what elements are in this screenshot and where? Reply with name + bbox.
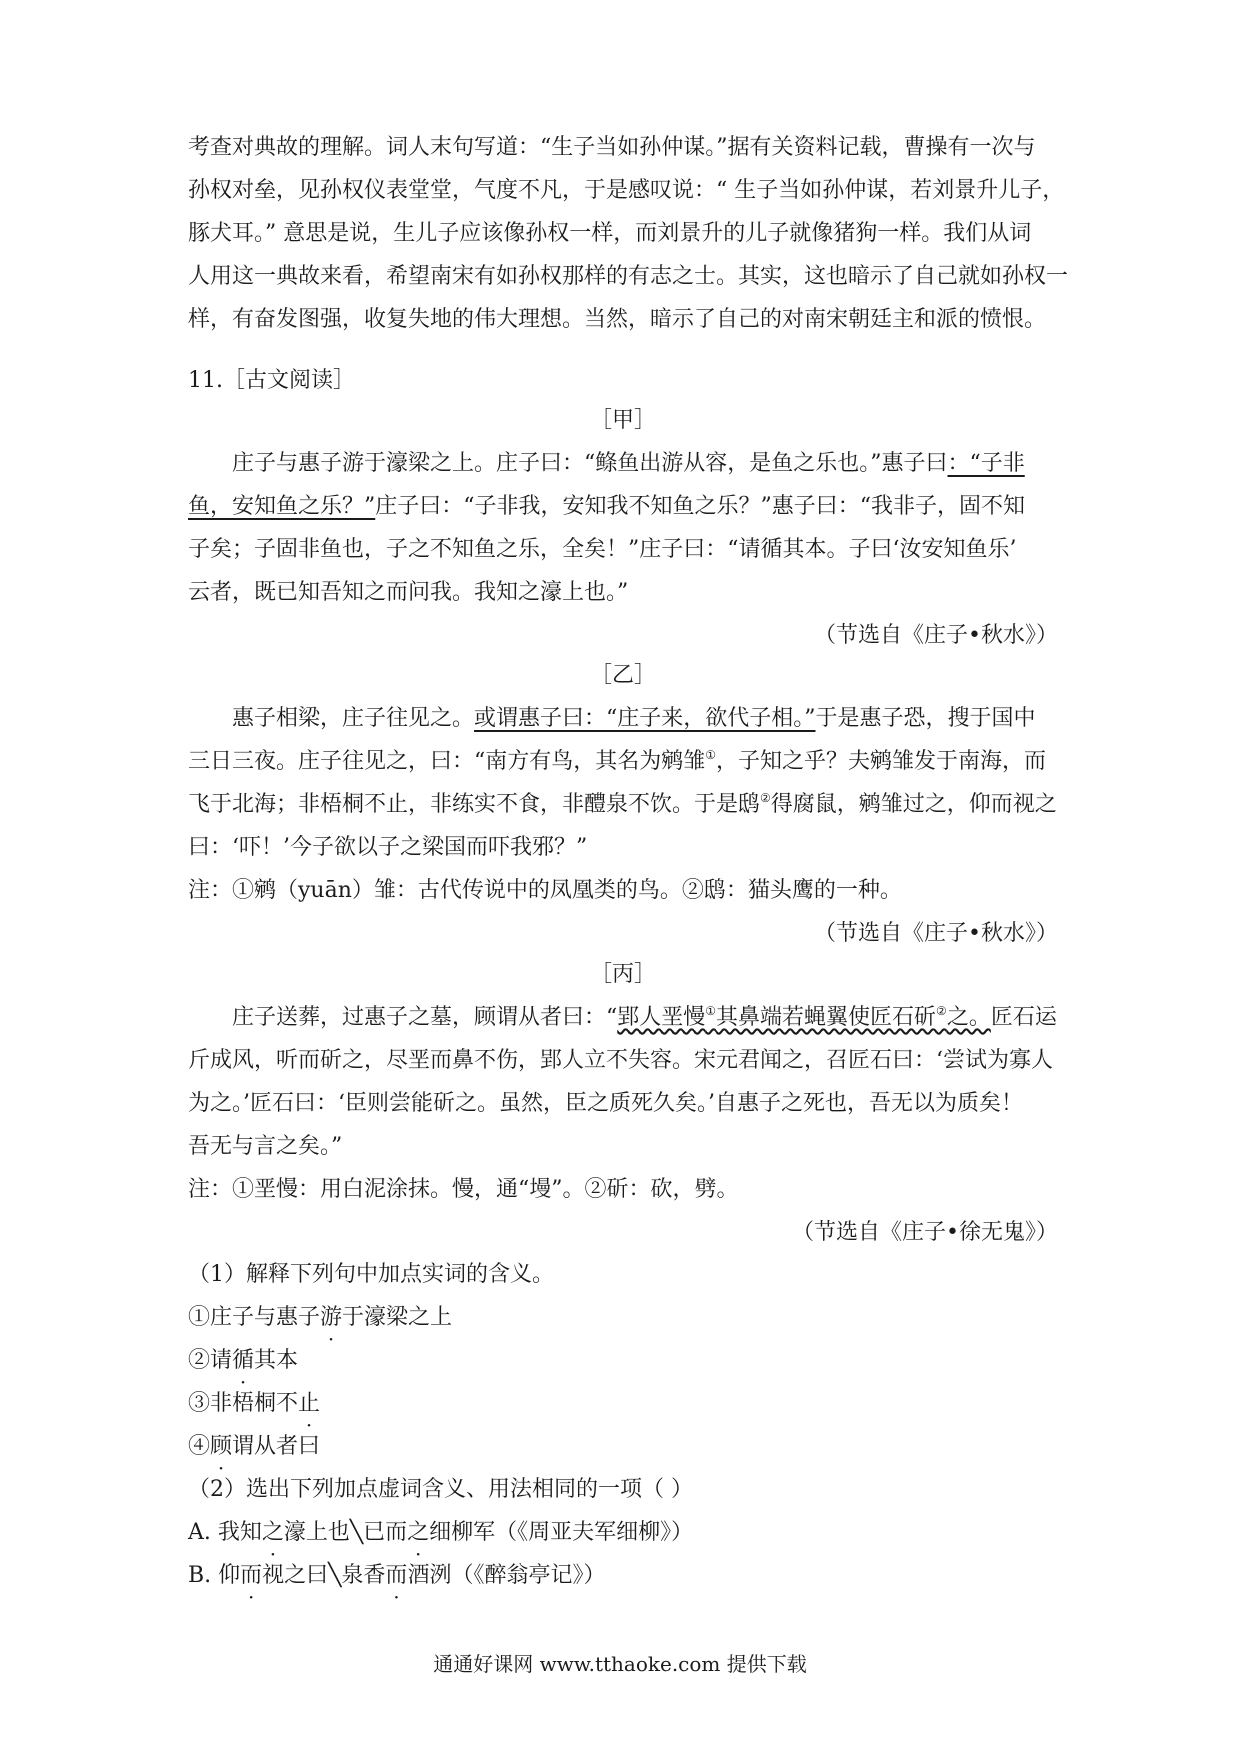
text-span: 其鼻端若蝇翼使匠石斫 <box>716 1005 937 1030</box>
footnote-marker: ② <box>760 791 771 805</box>
footnote-marker: ① <box>705 1004 717 1018</box>
text-span: 三日三夜。庄子往见之，曰：“南方有鸟，其名为鹓雏 <box>188 749 706 774</box>
text-span: 庄子曰：“子非我，安知我不知鱼之乐？”惠子曰：“我非子，固不知 <box>375 494 1025 519</box>
passage-label: ［甲］ <box>589 408 656 433</box>
dotted-word: 游 <box>320 1305 343 1330</box>
item-2 <box>188 1339 1058 1382</box>
footnote-marker: ① <box>705 748 717 762</box>
question-header <box>188 360 1058 402</box>
text-span: ①庄子与惠子 <box>188 1305 321 1330</box>
dotted-word: 而 <box>385 1563 408 1588</box>
dotted-word: 之 <box>261 1520 284 1545</box>
option-a <box>188 1511 1058 1554</box>
subquestion-title: （1）解释下列句中加点实词的含义。 <box>188 1262 554 1287</box>
text-line: 斤成风，听而斫之，尽垩而鼻不伤，郢人立不失容。宋元君闻之，召匠石曰：‘尝试为寡人 <box>188 1048 1053 1073</box>
text-span: 飞于北海；非梧桐不止，非练实不食，非醴泉不饮。于是鸱 <box>188 792 761 817</box>
text-line: 子矣；子固非鱼也，子之不知鱼之乐，全矣！”庄子曰：“请循其本。子曰‘汝安知鱼乐’ <box>188 537 1017 562</box>
item-4 <box>188 1425 1058 1468</box>
text-span: 细柳军（《周亚夫军细柳》） <box>429 1520 694 1545</box>
text-line: 吾无与言之矣。” <box>188 1134 343 1159</box>
text-line <box>188 740 1058 783</box>
text-span: 匠石运 <box>990 1005 1057 1030</box>
text-span: 郢人垩慢 <box>617 1005 706 1030</box>
text-line: 豚犬耳。” 意思是说，生儿子应该像孙权一样，而刘景升的儿子就像猪狗一样。我们从词 <box>188 221 1032 246</box>
text-span: ②请 <box>188 1348 233 1373</box>
text-span: ③非梧桐不 <box>188 1391 299 1416</box>
text-span: 视之曰╲泉香 <box>262 1563 386 1588</box>
text-span: B. 仰 <box>188 1563 241 1588</box>
subquestion-1 <box>188 1253 1058 1468</box>
text-span: 濠上也╲已而 <box>283 1520 408 1545</box>
text-span: ④ <box>188 1434 211 1459</box>
text-line: 为之。’匠石曰：‘臣则尝能斫之。虽然，臣之质死久矣。’自惠子之死也，吾无以为质矣！ <box>188 1091 1023 1116</box>
text-span: 之。 <box>946 1005 991 1030</box>
passage-bing <box>188 953 1058 1254</box>
text-line: 孙权对垒，见孙权仪表堂堂，气度不凡，于是感叹说：“ 生子当如孙仲谋，若刘景升儿子， <box>188 178 1065 203</box>
dotted-word: 顾 <box>210 1434 233 1459</box>
text-line <box>188 783 1058 826</box>
subquestion-title: （2）选出下列加点虚词含义、用法相同的一项（ ） <box>188 1477 693 1502</box>
source-citation: （节选自《庄子•徐无鬼》） <box>792 1220 1058 1245</box>
text-span: 于濠梁之上 <box>342 1305 453 1330</box>
footnote: 注：①鹓（yuān）雏：古代传说中的凤凰类的鸟。②鸱：猫头鹰的一种。 <box>188 878 902 903</box>
text-span: 酒洌（《醉翁亭记》） <box>407 1563 606 1588</box>
dotted-word: 而 <box>240 1563 263 1588</box>
item-1 <box>188 1296 1058 1339</box>
text-line <box>188 697 1058 740</box>
text-line: 人用这一典故来看，希望南宋有如孙权那样的有志之士。其实，这也暗示了自己就如孙权一 <box>188 264 1069 289</box>
passage-yi <box>188 654 1058 955</box>
option-b <box>188 1554 1058 1597</box>
dotted-word: 之 <box>407 1520 430 1545</box>
dotted-word: 循 <box>232 1348 255 1373</box>
text-line: 曰：‘吓！’今子欲以子之梁国而吓我邪？” <box>188 835 588 860</box>
footnote: 注：①垩慢：用白泥涂抹。慢，通“墁”。②斫：砍，劈。 <box>188 1177 739 1202</box>
text-span: A. 我知 <box>188 1520 262 1545</box>
source-citation: （节选自《庄子•秋水》） <box>814 623 1058 648</box>
text-span: 谓从者曰 <box>232 1434 321 1459</box>
underlined-sentence: ：“子非 <box>947 451 1025 476</box>
dotted-word: 止 <box>298 1391 321 1416</box>
footnote-marker: ② <box>936 1004 947 1018</box>
item-3 <box>188 1382 1058 1425</box>
text-line <box>188 485 1058 528</box>
text-span: ，子知之乎？夫鹓雏发于南海，而 <box>716 749 1047 774</box>
analysis-paragraph <box>188 126 1069 341</box>
text-line <box>188 442 1058 485</box>
text-span: 庄子与惠子游于濠梁之上。庄子曰：“鲦鱼出游从容，是鱼之乐也。”惠子曰 <box>232 451 948 476</box>
passage-label: ［乙］ <box>589 663 656 688</box>
source-citation: （节选自《庄子•秋水》） <box>814 921 1058 946</box>
wavy-underlined-sentence <box>617 1005 991 1030</box>
question-title: 11.［古文阅读］ <box>188 368 355 393</box>
text-span: 其本 <box>254 1348 299 1373</box>
footer-text: 通通好课网 www.tthaoke.com 提供下载 <box>433 1652 807 1676</box>
text-line <box>188 996 1058 1039</box>
text-line: 考查对典故的理解。词人末句写道：“生子当如孙仲谋。”据有关资料记载，曹操有一次与 <box>188 135 1036 160</box>
text-span: 惠子相梁，庄子往见之。 <box>232 706 475 731</box>
underlined-sentence: 或谓惠子曰：“庄子来，欲代子相。” <box>474 706 816 731</box>
text-line: 样，有奋发图强，收复失地的伟大理想。当然，暗示了自己的对南宋朝廷主和派的愤恨。 <box>188 307 1047 332</box>
text-span: 于是惠子恐，搜于国中 <box>815 706 1036 731</box>
passage-jia <box>188 399 1058 657</box>
passage-label: ［丙］ <box>589 962 656 987</box>
text-span: 庄子送葬，过惠子之墓，顾谓从者曰：“ <box>232 1005 618 1030</box>
text-span: 得腐鼠，鹓雏过之，仰而视之 <box>770 792 1057 817</box>
text-line: 云者，既已知吾知之而问我。我知之濠上也。” <box>188 580 629 605</box>
subquestion-2 <box>188 1468 1058 1597</box>
underlined-sentence: 鱼，安知鱼之乐？” <box>188 494 376 519</box>
